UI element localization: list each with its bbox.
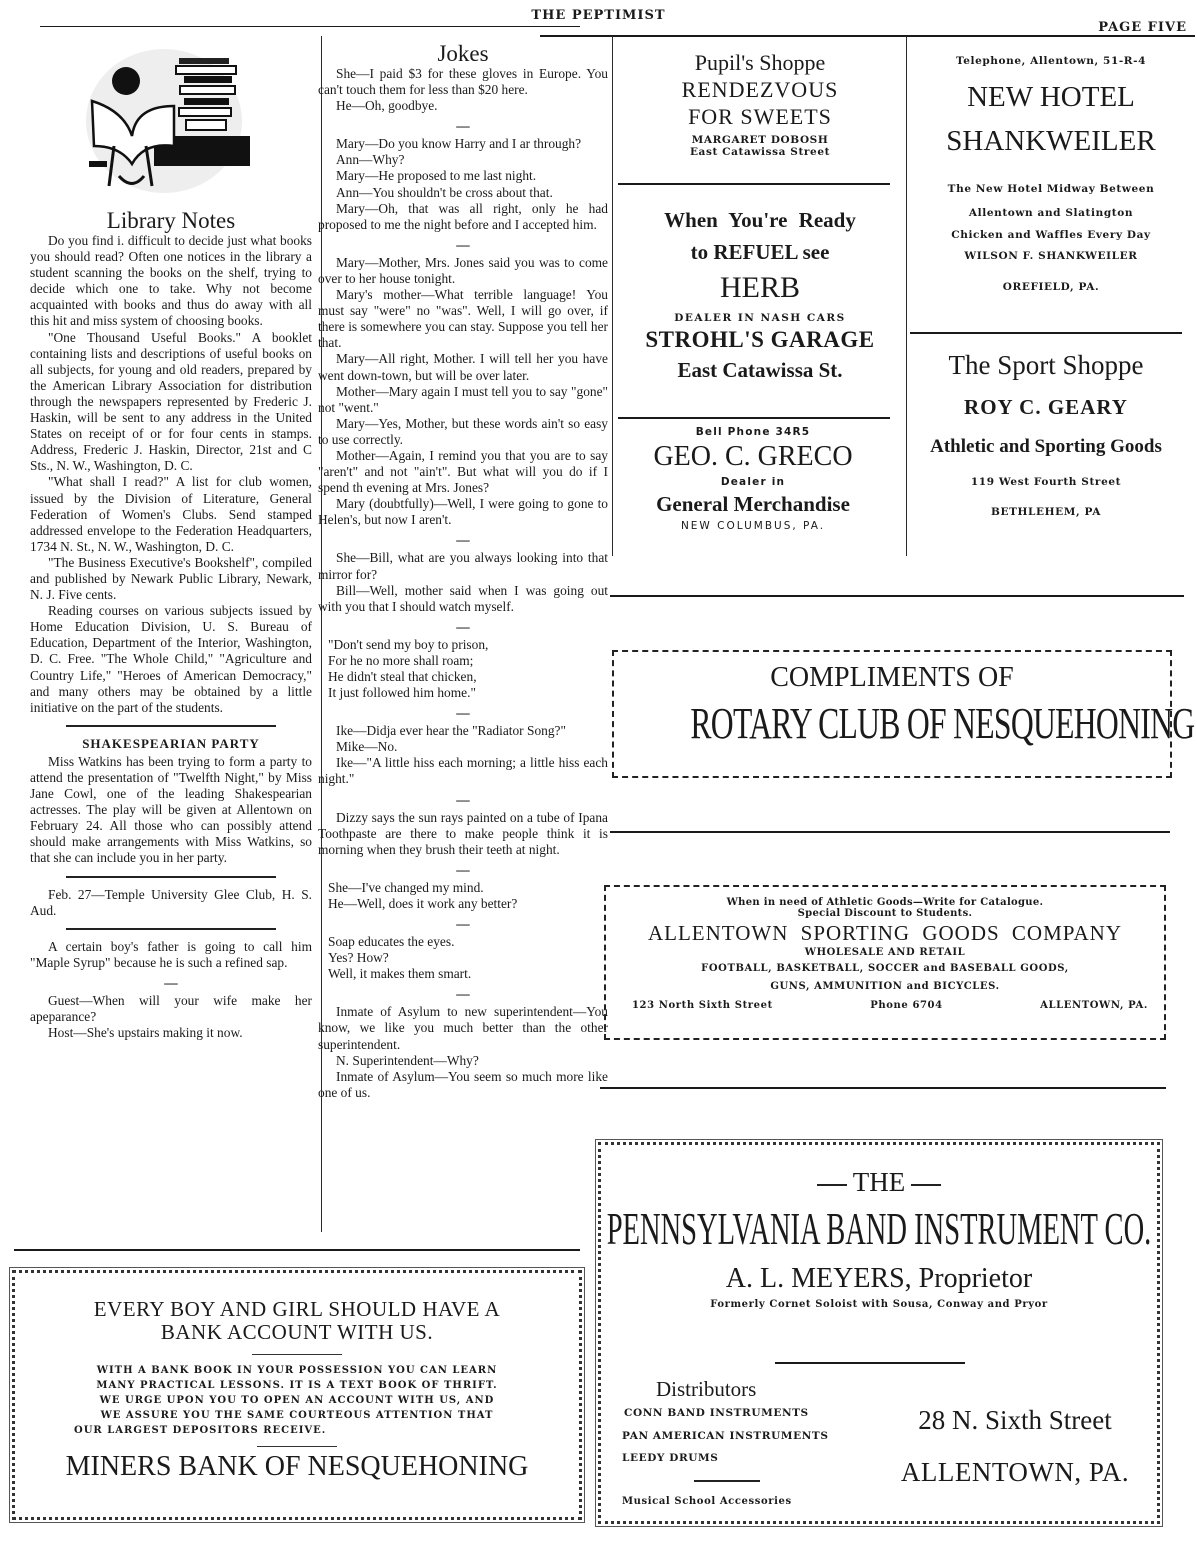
ad-line: ROTARY CLUB OF NESQUEHONING (690, 699, 1195, 748)
ad-line: Bell Phone 34R5 (695, 426, 811, 438)
joke-separator: — (456, 916, 470, 932)
ad-address: 123 North Sixth Street (632, 1000, 773, 1011)
joke-line: Inmate of Asylum to new superintendent—You know, we like you much better than the other superintendent. (318, 1004, 608, 1052)
ad-divider (257, 1446, 337, 1447)
ad-city: ALLENTOWN, PA. (900, 1457, 1130, 1487)
ad-line: The New Hotel Midway Between (947, 183, 1155, 195)
header-rule-right (540, 35, 1195, 37)
section-rule (14, 1249, 580, 1251)
joke-line: Ike—Didja ever hear the "Radiator Song?" (336, 723, 566, 739)
library-notes-column (30, 209, 312, 1041)
ad-line: WE URGE UPON YOU TO OPEN AN ACCOUNT WITH US, AND (99, 1395, 495, 1406)
joke-line: Mother—Mary again I must tell you to say "gone" not "went." (318, 383, 608, 415)
ad-line: Allentown and Slatington (968, 207, 1134, 219)
ad-line: ALLENTOWN SPORTING GOODS COMPANY (647, 921, 1123, 945)
separator-rule (66, 876, 276, 878)
ad-line: Chicken and Waffles Every Day (951, 229, 1151, 241)
joke-line: Bill—Well, mother said when I was going out with you that I should watch myself. (318, 582, 608, 614)
distributor-item: CONN BAND INSTRUMENTS (624, 1407, 809, 1419)
shakespearian-party-title: SHAKESPEARIAN PARTY (82, 735, 260, 751)
ad-divider (252, 1354, 342, 1355)
separator-rule (66, 928, 276, 930)
ad-line: East Catawissa St. (677, 358, 843, 382)
joke-line: Mary—Do you know Harry and I ar through? (336, 136, 582, 152)
header-rule-left (40, 26, 580, 27)
library-paragraph: "What shall I read?" A list for club women, issued by the Division of Literature, General Federation of Women's Clubs. Send stamped addressed envelope to the Federation Headquarters, 1734 N. St., N. W., Washington, D. C. (30, 474, 312, 554)
sport-shoppe-ad (898, 344, 1194, 518)
ad-line: The Sport Shoppe (948, 350, 1144, 380)
ad-line: BANK ACCOUNT WITH US. (160, 1320, 434, 1344)
distributors-list (618, 1376, 858, 1507)
ad-line: 119 West Fourth Street (970, 476, 1122, 488)
joke-line: She—I've changed my mind. (328, 879, 484, 895)
separator-rule (66, 725, 276, 727)
allentown-sporting-goods-ad (604, 897, 1166, 1011)
ad-line: OUR LARGEST DEPOSITORS RECEIVE. (74, 1425, 327, 1436)
section-rule (610, 831, 1170, 833)
joke-line: Mike—No. (336, 739, 398, 755)
poem-line: "Don't send my boy to prison, (328, 636, 489, 652)
ad-divider (694, 1480, 760, 1482)
joke-line: Ike—"A little hiss each morning; a little hiss each night." (318, 755, 608, 787)
joke-separator: — (164, 974, 178, 990)
ad-line: When in need of Athletic Goods—Write for Catalogue. (726, 897, 1044, 908)
rotary-club-ad (612, 660, 1195, 752)
joke-line: Yes? How? (328, 950, 389, 966)
poem-line: For he no more shall roam; (328, 652, 474, 668)
ad-line: WITH A BANK BOOK IN YOUR POSSESSION YOU CAN LEARN (96, 1365, 498, 1376)
distributor-item: PAN AMERICAN INSTRUMENTS (622, 1430, 829, 1442)
joke-separator: — (456, 861, 470, 877)
joke-separator: — (456, 986, 470, 1002)
masthead: THE PEPTIMIST (531, 8, 666, 23)
ad-line: DEALER IN NASH CARS (674, 312, 846, 324)
library-paragraph: "The Business Executive's Bookshelf", compiled and published by Newark Public Library, Newark, N. J. Five cents. (30, 554, 312, 603)
joke-line: Inmate of Asylum—You seem so much more like one of us. (318, 1068, 608, 1100)
strohls-garage-ad (616, 204, 904, 384)
joke-line: Mary—All right, Mother. I will tell her you have went down-town, but will be over later. (318, 351, 608, 383)
ad-line: General Merchandise (656, 492, 850, 516)
joke-line: Mother—Again, I remind you that you are to say "aren't" and not "ain't". But what will you do if I spend th evening at Mrs. Jones? (318, 447, 608, 496)
ad-divider (775, 1362, 965, 1364)
joke-line: Ann—You shouldn't be cross about that. (336, 184, 553, 200)
ad-street: 28 N. Sixth Street (918, 1405, 1112, 1435)
ad-line: MANY PRACTICAL LESSONS. IT IS A TEXT BOOK OF THRIFT. (96, 1380, 498, 1391)
ad-line: RENDEZVOUS (681, 77, 839, 102)
ad-line: A. L. MEYERS, Proprietor (725, 1263, 1033, 1294)
ad-line: SHANKWEILER (946, 125, 1156, 157)
ad-line: ROY C. GEARY (964, 395, 1128, 419)
ad-line: FOR SWEETS (688, 104, 832, 129)
library-paragraph: Do you find i. difficult to decide just what books you should read? Often one notices in the library a student scanning the books on the shelf, trying to decide which one to take. Why not become acquainted with books and thus do away with all this hit and miss system of choosing books. (30, 233, 312, 329)
ad-phone: Phone 6704 (870, 1000, 943, 1011)
ad-line: Special Discount to Students. (797, 908, 973, 919)
joke-line: Mary's mother—What terrible language! You must say "were" no "was". Well, I will go over, if there is somewhere you can stay. Suppose you tell her that. (318, 287, 608, 351)
joke-line: Soap educates the eyes. (328, 934, 455, 950)
ad-line: EVERY BOY AND GIRL SHOULD HAVE A (93, 1297, 501, 1321)
joke-line: She—I paid $3 for these gloves in Europe. You can't touch them for less than $20 here. (318, 66, 608, 98)
band-instrument-ad (598, 1165, 1160, 1310)
section-rule (610, 595, 1184, 597)
ad-city: ALLENTOWN, PA. (1040, 1000, 1148, 1011)
pupils-shoppe-ad (616, 50, 904, 158)
reading-child-illustration (84, 46, 254, 196)
joke-separator: — (456, 705, 470, 721)
ad-line: OREFIELD, PA. (1002, 281, 1100, 293)
ad-line: HERB (719, 271, 800, 304)
ad-line: WHOLESALE AND RETAIL (804, 947, 966, 958)
joke-separator: — (456, 118, 470, 134)
joke-line: Mary (doubtfully)—Well, I were going to gone to Helen's, but now I aren't. (318, 496, 608, 528)
jokes-column (318, 42, 608, 1101)
distributor-item: LEEDY DRUMS (622, 1452, 719, 1464)
ad-divider (618, 417, 890, 419)
joke-line: Well, it makes them smart. (328, 966, 472, 982)
band-name: PENNSYLVANIA BAND INSTRUMENT CO. (606, 1203, 1152, 1254)
joke-line: He—Oh, goodbye. (336, 98, 438, 114)
ad-line: Formerly Cornet Soloist with Sousa, Conway and Pryor (710, 1299, 1048, 1310)
ad-line: to REFUEL see (690, 240, 830, 264)
joke-separator: — (456, 236, 470, 252)
joke-separator: — (456, 532, 470, 548)
joke-line: N. Superintendent—Why? (336, 1052, 479, 1068)
poem-line: It just followed him home." (328, 685, 476, 701)
ad-line: East Catawissa Street (689, 146, 831, 158)
ad-line: GUNS, AMMUNITION and BICYCLES. (770, 981, 1000, 992)
joke-separator: — (456, 791, 470, 807)
ad-line: COMPLIMENTS OF (770, 662, 1014, 693)
ad-line: BETHLEHEM, PA (991, 506, 1101, 518)
ad-line: NEW COLUMBUS, PA. (680, 520, 826, 532)
joke-line: He—Well, does it work any better? (328, 895, 518, 911)
joke-line: Ann—Why? (336, 152, 405, 168)
ad-line: Athletic and Sporting Goods (930, 436, 1162, 457)
ad-line: Pupil's Shoppe (694, 50, 826, 75)
miners-bank-ad (12, 1298, 582, 1485)
joke-line: Mary—Oh, that was all right, only he had proposed to me the night before and I accepted him. (318, 200, 608, 232)
poem-line: He didn't steal that chicken, (328, 669, 477, 684)
ad-divider (910, 332, 1182, 334)
library-paragraph: Reading courses on various subjects issued by Home Education Division, U. S. Bureau of Education, Department of the Interior, Washington, D. C. Free. "The Whole Child," "Agriculture and Country Life," "Heroes of American Democracy," and many others may be obtained by a little initiative on the part of the students. (30, 603, 312, 715)
ad-divider (618, 183, 890, 185)
ad-line: WE ASSURE YOU THE SAME COURTEOUS ATTENTION THAT (100, 1410, 494, 1421)
ad-line: MARGARET DOBOSH (691, 134, 829, 146)
band-address (880, 1400, 1150, 1492)
jokes-title: Jokes (437, 41, 489, 66)
guest-question: Guest—When will your wife make her apeparance? (30, 992, 312, 1025)
ad-line: FOOTBALL, BASKETBALL, SOCCER and BASEBALL GOODS, (701, 963, 1069, 974)
ad-line: STROHL'S GARAGE (645, 327, 875, 352)
guest-answer: Host—She's upstairs making it now. (48, 1025, 243, 1041)
ad-line: GEO. C. GRECO (653, 441, 853, 472)
ornament-dash (817, 1184, 847, 1186)
ornament-dash (911, 1184, 941, 1186)
ad-line (598, 1165, 1160, 1199)
joke-line: Mary—Yes, Mother, but these words ain't so easy to use correctly. (318, 415, 608, 447)
library-notes-title: Library Notes (106, 208, 236, 233)
maple-syrup-joke: A certain boy's father is going to call him "Maple Syrup" because he is such a refined sap. (30, 938, 312, 970)
hotel-shankweiler-ad (908, 55, 1194, 293)
ad-line: WILSON F. SHANKWEILER (964, 250, 1138, 262)
distributors-title: Distributors (656, 1377, 757, 1401)
ad-the: THE (852, 1167, 906, 1197)
bank-name: MINERS BANK OF NESQUEHONING (65, 1451, 529, 1482)
ad-line: When You're Ready (664, 208, 856, 232)
ad-line: Dealer in (720, 476, 786, 488)
page-number: PAGE FIVE (1098, 20, 1187, 35)
shakespearian-party-text: Miss Watkins has been trying to form a party to attend the presentation of "Twelfth Night," by Miss Jane Cowl, one of the leading Shakespearian actresses. The play will be given at Allentown on February 24. All those who can possibly attend should make arrangements with Miss Watkins, so that she can include you in her party. (30, 753, 312, 866)
ad-line: NEW HOTEL (967, 81, 1135, 113)
library-paragraph: "One Thousand Useful Books." A booklet containing lists and descriptions of useful books on all subjects, for young and old readers, prepared by the American Library Association for distribution through the newspapers represented by Frederic J. Haskin, will be sent to any address in the United States on receipt of or for four cents in stamps. Address, Frederic J. Haskin, Director, 21st and C Sts., N. W., Washington, D. C. (30, 329, 312, 474)
section-rule (600, 1087, 1166, 1089)
joke-line: Mary—He proposed to me last night. (336, 168, 537, 184)
distributor-accessories: Musical School Accessories (622, 1496, 792, 1507)
joke-separator: — (456, 618, 470, 634)
joke-line: Dizzy says the sun rays painted on a tube of Ipana Toothpaste are there to make people think it is morning when they brush their teeth at night. (318, 809, 608, 857)
greco-ad (612, 426, 894, 532)
ad-line: Telephone, Allentown, 51-R-4 (956, 55, 1146, 67)
joke-line: She—Bill, what are you always looking into that mirror for? (318, 550, 608, 582)
event-notice: Feb. 27—Temple University Glee Club, H. S. Aud. (30, 886, 312, 918)
joke-line: Mary—Mother, Mrs. Jones said you was to come over to her house tonight. (318, 254, 608, 286)
